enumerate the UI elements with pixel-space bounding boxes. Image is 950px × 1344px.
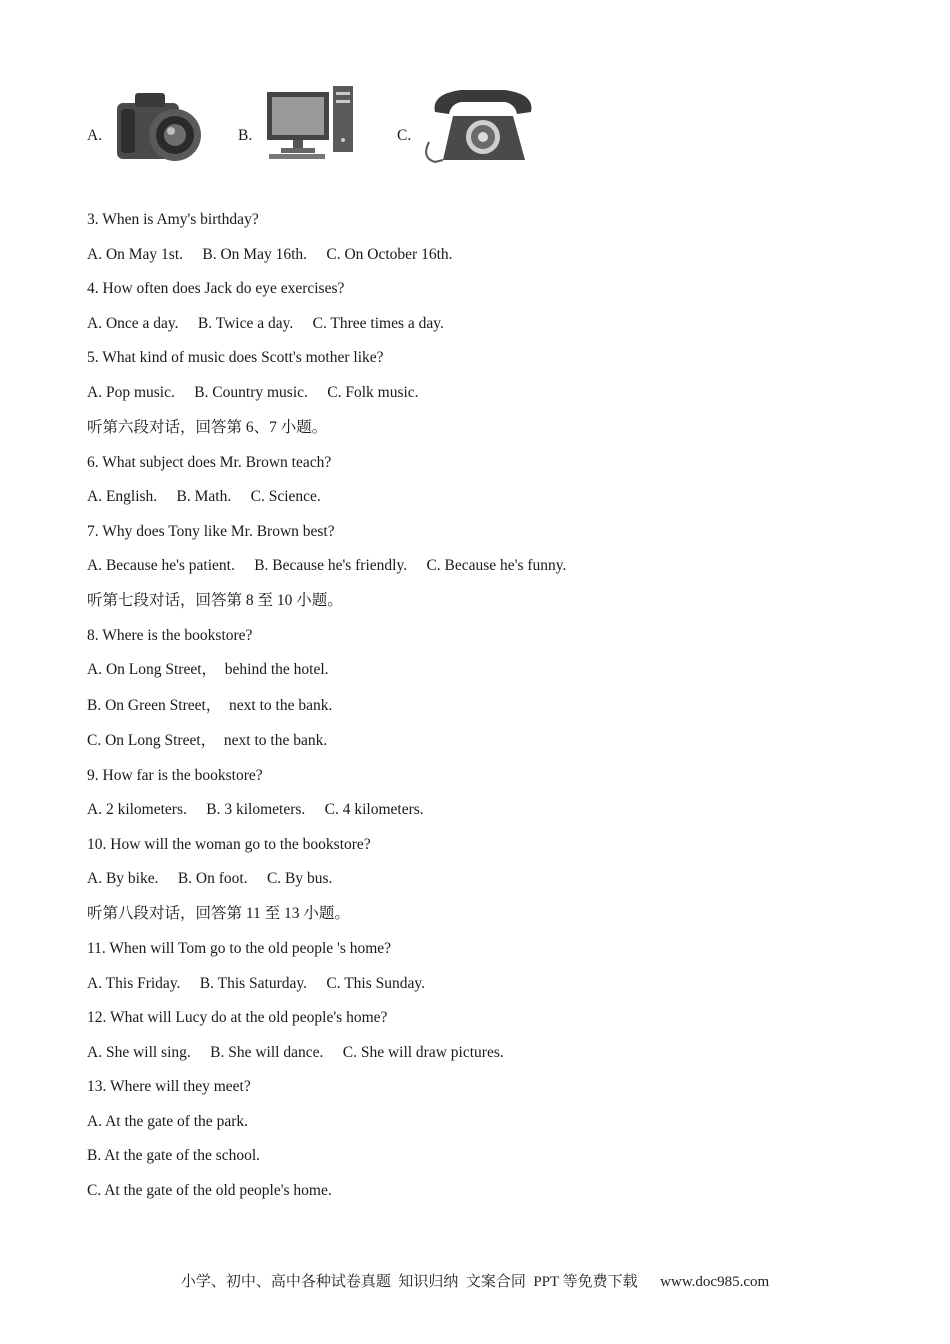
answer-line: C. On Long Street， next to the bank. bbox=[87, 732, 328, 749]
picture-options bbox=[87, 80, 607, 170]
answer-line: B. At the gate of the school. bbox=[87, 1147, 261, 1164]
question-line: 10. How will the woman go to the bookstore? bbox=[87, 836, 371, 853]
answer-line: A. On Long Street， behind the hotel. bbox=[87, 661, 329, 678]
question-line: 12. What will Lucy do at the old people's home? bbox=[87, 1009, 388, 1026]
answer-line: A. On May 1st. B. On May 16th. C. On October 16th. bbox=[87, 246, 453, 263]
camera-icon bbox=[113, 85, 205, 167]
question-line: 7. Why does Tony like Mr. Brown best? bbox=[87, 523, 335, 540]
answer-line: A. 2 kilometers. B. 3 kilometers. C. 4 kilometers. bbox=[87, 801, 424, 818]
answer-line: C. At the gate of the old people's home. bbox=[87, 1182, 332, 1199]
section-instruction: 听第六段对话，回答第 6、7 小题。 bbox=[87, 419, 328, 436]
page-footer: 小学、初中、高中各种试卷真题 知识归纳 文案合同 PPT 等免费下载 www.doc985.com bbox=[180, 1274, 770, 1290]
answer-line: A. This Friday. B. This Saturday. C. This Sunday. bbox=[87, 975, 425, 992]
answer-line: A. Pop music. B. Country music. C. Folk music. bbox=[87, 384, 419, 401]
computer-icon bbox=[265, 82, 357, 162]
question-line: 4. How often does Jack do eye exercises? bbox=[87, 280, 345, 297]
answer-line: A. By bike. B. On foot. C. By bus. bbox=[87, 870, 333, 887]
telephone-icon bbox=[421, 82, 545, 164]
question-line: 8. Where is the bookstore? bbox=[87, 627, 253, 644]
section-instruction: 听第八段对话，回答第 11 至 13 小题。 bbox=[87, 905, 350, 922]
question-line: 3. When is Amy's birthday? bbox=[87, 211, 259, 228]
answer-line: A. At the gate of the park. bbox=[87, 1113, 248, 1130]
section-instruction: 听第七段对话，回答第 8 至 10 小题。 bbox=[87, 592, 343, 609]
question-line: 6. What subject does Mr. Brown teach? bbox=[87, 454, 332, 471]
option-c-label: C. bbox=[397, 127, 412, 144]
answer-line: A. She will sing. B. She will dance. C. She will draw pictures. bbox=[87, 1044, 504, 1061]
question-line: 5. What kind of music does Scott's mother like? bbox=[87, 349, 384, 366]
question-line: 13. Where will they meet? bbox=[87, 1078, 251, 1095]
question-line: 11. When will Tom go to the old people 's home? bbox=[87, 940, 392, 957]
question-line: 9. How far is the bookstore? bbox=[87, 767, 263, 784]
answer-line: A. Once a day. B. Twice a day. C. Three times a day. bbox=[87, 315, 444, 332]
answer-line: A. Because he's patient. B. Because he's friendly. C. Because he's funny. bbox=[87, 557, 567, 574]
option-b-label: B. bbox=[238, 127, 253, 144]
answer-line: A. English. B. Math. C. Science. bbox=[87, 488, 321, 505]
answer-line: B. On Green Street， next to the bank. bbox=[87, 697, 333, 714]
option-a-label: A. bbox=[87, 127, 103, 144]
